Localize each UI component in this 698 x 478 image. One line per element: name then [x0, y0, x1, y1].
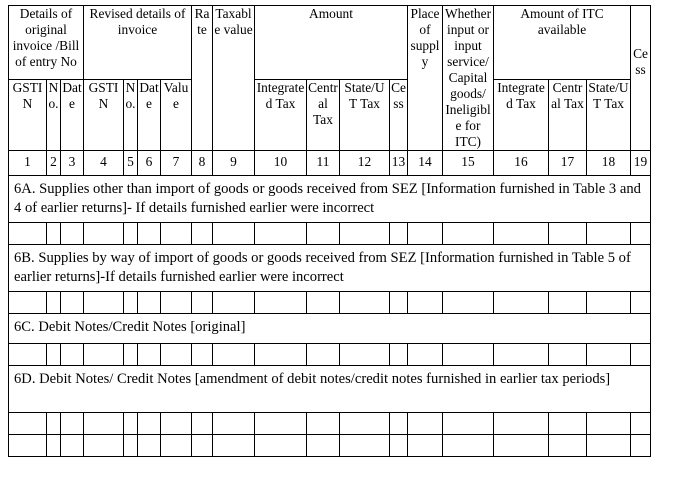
empty-cell [390, 413, 408, 435]
empty-cell [213, 292, 255, 314]
blank-entry-row [9, 413, 651, 435]
column-number: 10 [255, 151, 307, 176]
column-number: 14 [408, 151, 443, 176]
empty-cell [549, 344, 587, 366]
empty-cell [255, 435, 307, 457]
column-number: 5 [124, 151, 138, 176]
column-number: 6 [138, 151, 161, 176]
empty-cell [47, 292, 61, 314]
blank-entry-row [9, 435, 651, 457]
rate-header: Rate [192, 6, 213, 151]
empty-cell [390, 344, 408, 366]
section-6b-title: 6B. Supplies by way of import of goods or goods received from SEZ [Information furnished in Table 5 of earlier returns]-If details furnished earlier were incorrect [9, 245, 651, 292]
empty-cell [340, 413, 390, 435]
empty-cell [213, 344, 255, 366]
empty-cell [340, 435, 390, 457]
empty-cell [84, 223, 124, 245]
empty-cell [9, 435, 47, 457]
empty-cell [9, 292, 47, 314]
section-6b-row [9, 245, 651, 292]
empty-cell [340, 223, 390, 245]
header-row-1 [9, 6, 651, 80]
empty-cell [587, 344, 631, 366]
empty-cell [192, 223, 213, 245]
empty-cell [9, 413, 47, 435]
empty-cell [494, 292, 549, 314]
empty-cell [549, 413, 587, 435]
empty-cell [587, 292, 631, 314]
empty-cell [494, 344, 549, 366]
empty-cell [549, 435, 587, 457]
empty-cell [549, 292, 587, 314]
empty-cell [443, 344, 494, 366]
empty-cell [47, 435, 61, 457]
empty-cell [9, 344, 47, 366]
column-number: 17 [549, 151, 587, 176]
empty-cell [390, 223, 408, 245]
empty-cell [124, 223, 138, 245]
empty-cell [307, 223, 340, 245]
section-6a-row [9, 176, 651, 223]
empty-cell [390, 292, 408, 314]
blank-entry-row [9, 292, 651, 314]
itc-cess-header: Cess [631, 6, 651, 151]
blank-entry-row [9, 344, 651, 366]
empty-cell [124, 344, 138, 366]
empty-cell [9, 223, 47, 245]
empty-cell [408, 413, 443, 435]
gstin-original-header: GSTIN [9, 80, 47, 151]
amount-header: Amount [255, 6, 408, 80]
original-invoice-header: Details of original invoice /Bill of entry No [9, 6, 84, 80]
empty-cell [161, 292, 192, 314]
empty-cell [443, 292, 494, 314]
taxable-value-header: Taxable value [213, 6, 255, 151]
empty-cell [494, 223, 549, 245]
itc-state-ut-tax-header: State/UT Tax [587, 80, 631, 151]
itc-integrated-tax-header: Integrated Tax [494, 80, 549, 151]
column-number: 8 [192, 151, 213, 176]
section-6c-title: 6C. Debit Notes/Credit Notes [original] [9, 314, 651, 344]
empty-cell [47, 223, 61, 245]
empty-cell [61, 292, 84, 314]
empty-cell [494, 435, 549, 457]
empty-cell [47, 413, 61, 435]
empty-cell [161, 435, 192, 457]
section-6d-title: 6D. Debit Notes/ Credit Notes [amendment of debit notes/credit notes furnished in earlier tax periods] [9, 366, 651, 413]
empty-cell [587, 223, 631, 245]
empty-cell [61, 413, 84, 435]
empty-cell [631, 435, 651, 457]
empty-cell [213, 435, 255, 457]
empty-cell [138, 292, 161, 314]
empty-cell [587, 435, 631, 457]
empty-cell [161, 344, 192, 366]
empty-cell [124, 435, 138, 457]
empty-cell [549, 223, 587, 245]
empty-cell [255, 413, 307, 435]
empty-cell [307, 344, 340, 366]
empty-cell [192, 344, 213, 366]
gstin-revised-header: GSTIN [84, 80, 124, 151]
empty-cell [138, 435, 161, 457]
blank-entry-row [9, 223, 651, 245]
empty-cell [587, 413, 631, 435]
empty-cell [161, 413, 192, 435]
empty-cell [138, 344, 161, 366]
empty-cell [390, 435, 408, 457]
empty-cell [192, 435, 213, 457]
section-6c-row [9, 314, 651, 344]
cess-header: Cess [390, 80, 408, 151]
column-number: 18 [587, 151, 631, 176]
empty-cell [213, 413, 255, 435]
empty-cell [161, 223, 192, 245]
header-row-2 [9, 80, 651, 151]
empty-cell [494, 413, 549, 435]
empty-cell [47, 344, 61, 366]
empty-cell [408, 435, 443, 457]
section-6d-row [9, 366, 651, 413]
column-number: 16 [494, 151, 549, 176]
central-tax-header: Central Tax [307, 80, 340, 151]
itc-central-tax-header: Central Tax [549, 80, 587, 151]
empty-cell [255, 223, 307, 245]
empty-cell [84, 435, 124, 457]
empty-cell [61, 344, 84, 366]
empty-cell [631, 344, 651, 366]
section-6a-title: 6A. Supplies other than import of goods or goods received from SEZ [Information furnished in Table 3 and 4 of earlier returns]- If details furnished earlier were incorrect [9, 176, 651, 223]
column-number: 4 [84, 151, 124, 176]
column-number: 2 [47, 151, 61, 176]
empty-cell [307, 435, 340, 457]
revised-invoice-header: Revised details of invoice [84, 6, 192, 80]
empty-cell [84, 292, 124, 314]
place-of-supply-header: Place of supply [408, 6, 443, 151]
empty-cell [340, 344, 390, 366]
date-revised-header: Date [138, 80, 161, 151]
empty-cell [61, 223, 84, 245]
column-number: 3 [61, 151, 84, 176]
empty-cell [408, 292, 443, 314]
column-number: 13 [390, 151, 408, 176]
empty-cell [307, 413, 340, 435]
empty-cell [443, 223, 494, 245]
empty-cell [443, 435, 494, 457]
empty-cell [408, 344, 443, 366]
column-number-row [9, 151, 651, 176]
empty-cell [138, 413, 161, 435]
empty-cell [443, 413, 494, 435]
column-number: 1 [9, 151, 47, 176]
integrated-tax-header: Integrated Tax [255, 80, 307, 151]
empty-cell [255, 344, 307, 366]
itc-amendment-table [8, 5, 651, 457]
column-number: 19 [631, 151, 651, 176]
empty-cell [84, 413, 124, 435]
empty-cell [631, 292, 651, 314]
empty-cell [192, 292, 213, 314]
empty-cell [192, 413, 213, 435]
empty-cell [307, 292, 340, 314]
column-number: 7 [161, 151, 192, 176]
column-number: 15 [443, 151, 494, 176]
empty-cell [138, 223, 161, 245]
column-number: 9 [213, 151, 255, 176]
value-header: Value [161, 80, 192, 151]
empty-cell [340, 292, 390, 314]
input-type-header: Whether input or input service/ Capital goods/ Ineligible for ITC) [443, 6, 494, 151]
empty-cell [255, 292, 307, 314]
empty-cell [408, 223, 443, 245]
date-original-header: Date [61, 80, 84, 151]
empty-cell [124, 292, 138, 314]
empty-cell [124, 413, 138, 435]
empty-cell [84, 344, 124, 366]
empty-cell [631, 223, 651, 245]
no-revised-header: No. [124, 80, 138, 151]
state-ut-tax-header: State/UT Tax [340, 80, 390, 151]
column-number: 12 [340, 151, 390, 176]
empty-cell [213, 223, 255, 245]
itc-available-header: Amount of ITC available [494, 6, 631, 80]
empty-cell [61, 435, 84, 457]
no-original-header: No. [47, 80, 61, 151]
empty-cell [631, 413, 651, 435]
column-number: 11 [307, 151, 340, 176]
